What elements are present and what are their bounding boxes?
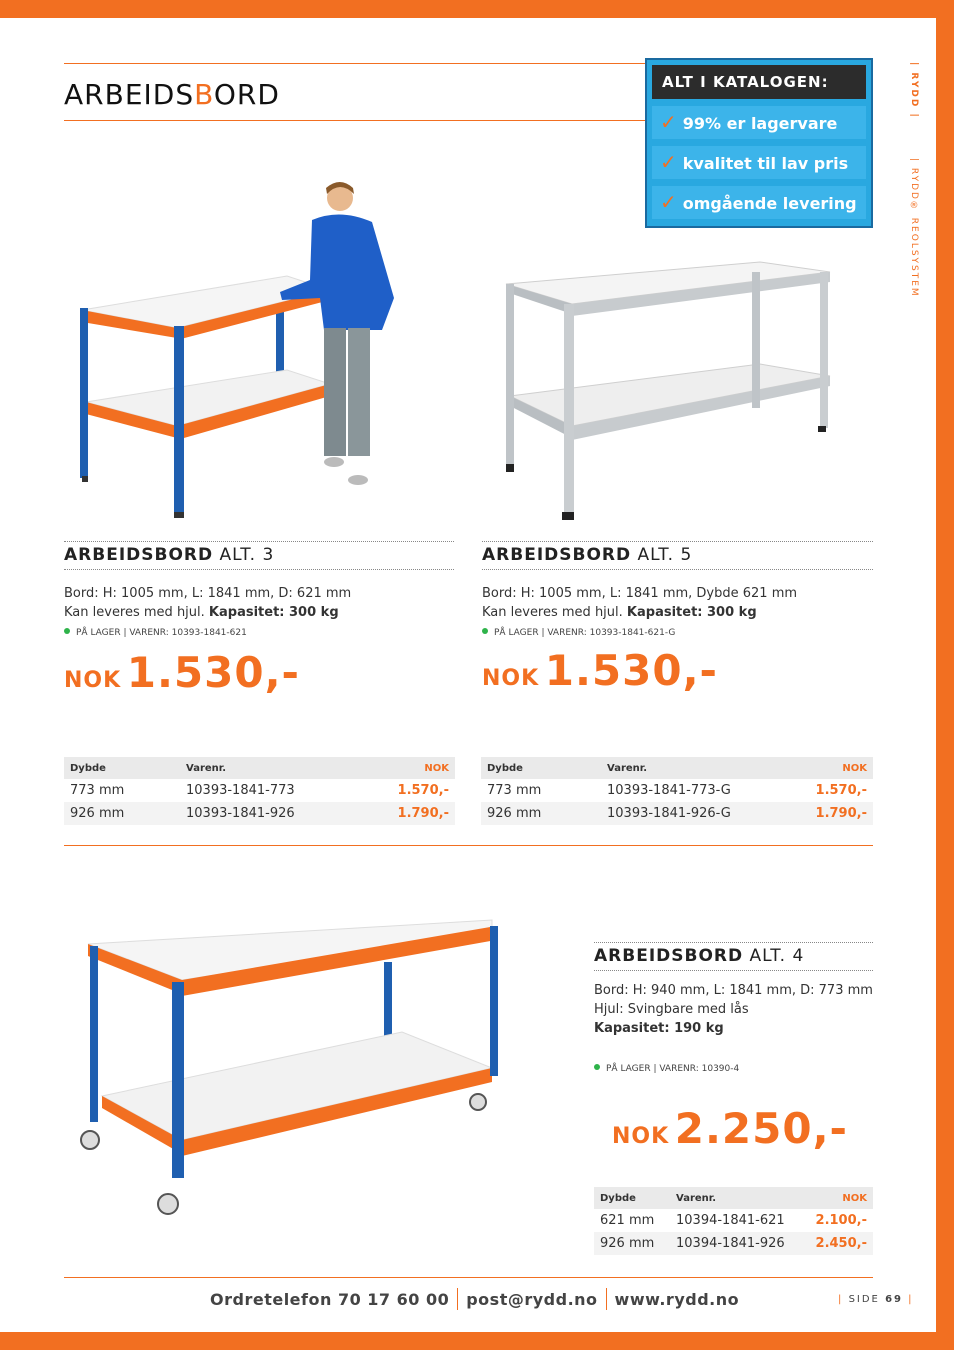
page-title: ARBEIDSBORD (64, 78, 280, 111)
table-row: 773 mm 10393-1841-773-G 1.570,- (481, 779, 873, 802)
catalog-item: ✓ kvalitet til lav pris (652, 146, 866, 179)
stock-status: PÅ LAGER | VARENR: 10393-1841-621 (64, 628, 247, 638)
title-top-rule (64, 63, 646, 64)
product-heading: ARBEIDSBORD ALT. 5 (482, 545, 693, 565)
catalog-highlight-box (645, 58, 873, 228)
footer-website[interactable]: www.rydd.no (614, 1290, 740, 1309)
variant-table (481, 757, 873, 825)
table-row: 926 mm 10393-1841-926 1.790,- (64, 802, 455, 825)
product-image-alt4 (72, 908, 512, 1218)
divider (64, 569, 454, 570)
product-heading: ARBEIDSBORD ALT. 4 (594, 946, 805, 966)
divider (482, 569, 873, 570)
footer-phone: Ordretelefon 70 17 60 00 (210, 1290, 450, 1309)
footer-email[interactable]: post@rydd.no (466, 1290, 598, 1309)
in-stock-dot-icon (482, 628, 488, 634)
catalog-heading: ALT I KATALOGEN: (652, 65, 866, 99)
table-header-row: Dybde Varenr. NOK (64, 757, 455, 779)
divider (482, 541, 873, 542)
right-border (936, 0, 954, 1350)
divider (594, 942, 873, 943)
bottom-border (0, 1332, 954, 1350)
in-stock-dot-icon (594, 1064, 600, 1070)
table-row: 926 mm 10393-1841-926-G 1.790,- (481, 802, 873, 825)
catalog-item: ✓ 99% er lagervare (652, 106, 866, 139)
product-price: NOK 1.530,- (482, 646, 718, 695)
product-image-alt5 (500, 258, 840, 528)
product-heading: ARBEIDSBORD ALT. 3 (64, 545, 275, 565)
product-description: Bord: H: 940 mm, L: 1841 mm, D: 773 mm Hjul: Svingbare med lås Kapasitet: 190 kg (594, 983, 873, 1036)
table-row: 621 mm 10394-1841-621 2.100,- (594, 1209, 873, 1232)
variant-table (594, 1187, 873, 1255)
table-row: 773 mm 10393-1841-773 1.570,- (64, 779, 455, 802)
table-header-row: Dybde Varenr. NOK (481, 757, 873, 779)
product-price: NOK 1.530,- (64, 648, 300, 697)
table-row: 926 mm 10394-1841-926 2.450,- (594, 1232, 873, 1255)
stock-status: PÅ LAGER | VARENR: 10393-1841-621-G (482, 628, 675, 638)
product-description: Bord: H: 1005 mm, L: 1841 mm, Dybde 621 mm Kan leveres med hjul. Kapasitet: 300 kg (482, 586, 798, 620)
product-price: NOK 2.250,- (612, 1104, 848, 1153)
footer-contact (210, 1288, 739, 1310)
top-border (0, 0, 954, 18)
check-icon: ✓ (660, 190, 677, 214)
table-header-row: Dybde Varenr. NOK (594, 1187, 873, 1209)
divider (594, 970, 873, 971)
check-icon: ✓ (660, 110, 677, 134)
side-label-system: | RYDD® REOLSYSTEM (909, 158, 919, 298)
footer-rule (64, 1277, 873, 1278)
product-image-alt3 (72, 180, 412, 525)
variant-table (64, 757, 455, 825)
page-number: | SIDE 69 | (838, 1294, 914, 1305)
divider (64, 541, 454, 542)
catalog-item: ✓ omgående levering (652, 186, 866, 219)
stock-status: PÅ LAGER | VARENR: 10390-4 (594, 1064, 739, 1074)
section-rule (64, 845, 873, 846)
title-bottom-rule (64, 120, 646, 121)
footer-separator (606, 1288, 607, 1310)
product-description: Bord: H: 1005 mm, L: 1841 mm, D: 621 mm Kan leveres med hjul. Kapasitet: 300 kg (64, 586, 352, 620)
check-icon: ✓ (660, 150, 677, 174)
side-section-label (905, 62, 927, 302)
side-label-brand: | RYDD | (909, 62, 919, 119)
footer-separator (457, 1288, 458, 1310)
in-stock-dot-icon (64, 628, 70, 634)
